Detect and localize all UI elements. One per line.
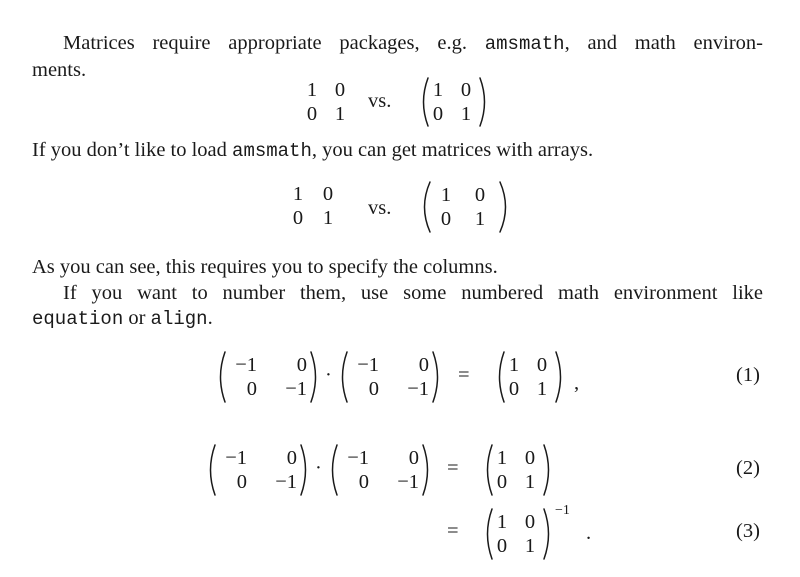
inline-code-align: align (150, 308, 208, 330)
multiplication-dot: · (325, 364, 332, 386)
identity-matrix (482, 507, 554, 561)
paragraph-4-or: or (128, 307, 146, 329)
right-parenthesis (478, 76, 490, 128)
matrix-cell: 1 (432, 79, 444, 101)
paragraph-3: As you can see, this requires you to specify the columns. (32, 256, 498, 278)
right-parenthesis (431, 350, 443, 404)
matrix-cell: 1 (524, 471, 536, 493)
matrix-cell: 1 (536, 378, 548, 400)
matrix-cell: −1 (235, 354, 257, 376)
paragraph-4-continuation (32, 304, 213, 333)
matrix-cell: 0 (408, 447, 419, 469)
period: . (586, 522, 592, 544)
equation-number-3: (3) (736, 520, 760, 542)
matrix-cell: 1 (440, 184, 452, 206)
matrix-cell: −1 (357, 354, 379, 376)
paragraph-4: If you want to number them, use some numbered math environment like (63, 282, 763, 304)
matrix-cell: 1 (524, 535, 536, 557)
matrix-cell: −1 (407, 378, 429, 400)
matrix-cell: 0 (236, 471, 247, 493)
matrix-cell: 0 (440, 208, 452, 230)
left-parenthesis (418, 180, 432, 234)
equals-sign: = (458, 364, 470, 386)
identity-matrix (482, 443, 554, 497)
matrix-cell: 1 (460, 103, 472, 125)
matrix-cell: 0 (368, 378, 379, 400)
matrix-cell: 0 (524, 511, 536, 533)
equals-sign: = (447, 520, 459, 542)
right-parenthesis (421, 443, 433, 497)
matrix-cell: 0 (536, 354, 548, 376)
paragraph-2 (32, 136, 593, 165)
equation-number-2: (2) (736, 457, 760, 479)
right-parenthesis (542, 507, 554, 561)
matrix-cell: 0 (306, 103, 318, 125)
identity-matrix (494, 350, 566, 404)
matrix-cell: 0 (496, 535, 508, 557)
matrix-cell: 1 (322, 207, 334, 229)
right-parenthesis (309, 350, 321, 404)
matrix-cell: 1 (306, 79, 318, 101)
matrix-cell: −1 (275, 471, 297, 493)
matrix-cell: 1 (292, 183, 304, 205)
multiplication-dot: · (315, 457, 322, 479)
right-parenthesis (554, 350, 566, 404)
versus-label: vs. (368, 197, 392, 219)
matrix-cell: 0 (286, 447, 297, 469)
matrix-cell: −1 (285, 378, 307, 400)
paragraph-1-continuation: ments. (32, 59, 87, 81)
right-parenthesis (498, 180, 512, 234)
matrix-cell: 1 (474, 208, 486, 230)
array-matrix-parenthesized (418, 180, 512, 234)
plain-matrix (298, 78, 358, 126)
versus-label: vs. (368, 90, 392, 112)
negative-identity-matrix (337, 350, 443, 404)
right-parenthesis (299, 443, 311, 497)
right-parenthesis (542, 443, 554, 497)
comma: , (574, 372, 580, 394)
matrix-cell: 0 (246, 378, 257, 400)
matrix-cell: −1 (225, 447, 247, 469)
matrix-cell: −1 (397, 471, 419, 493)
matrix-cell: 1 (508, 354, 520, 376)
matrix-cell: 0 (524, 447, 536, 469)
negative-identity-matrix (215, 350, 321, 404)
matrix-cell: 0 (460, 79, 472, 101)
paragraph-1-text-end: , and math environ- (564, 32, 764, 54)
inverse-superscript: −1 (555, 503, 570, 518)
matrix-cell: 0 (418, 354, 429, 376)
matrix-cell: 1 (334, 103, 346, 125)
matrix-cell: −1 (347, 447, 369, 469)
matrix-cell: 0 (496, 471, 508, 493)
inline-code-amsmath: amsmath (484, 33, 565, 55)
matrix-cell: 1 (496, 511, 508, 533)
inline-code-amsmath: amsmath (232, 140, 312, 162)
paragraph-2-text: If you don’t like to load (32, 139, 227, 161)
paragraph-1-text: Matrices require appropriate packages, e.g. (63, 32, 467, 54)
equals-sign: = (447, 457, 459, 479)
array-matrix-plain (284, 182, 344, 230)
paragraph-1 (63, 29, 763, 58)
paragraph-4-period: . (207, 307, 213, 329)
inline-code-equation: equation (32, 308, 124, 330)
matrix-cell: 0 (296, 354, 307, 376)
matrix-cell: 0 (292, 207, 304, 229)
negative-identity-matrix (205, 443, 311, 497)
parenthesized-matrix (418, 76, 490, 128)
negative-identity-matrix (327, 443, 433, 497)
matrix-cell: 0 (322, 183, 334, 205)
matrix-cell: 0 (358, 471, 369, 493)
matrix-cell: 0 (508, 378, 520, 400)
matrix-cell: 0 (432, 103, 444, 125)
matrix-cell: 0 (474, 184, 486, 206)
matrix-cell: 1 (496, 447, 508, 469)
matrix-cell: 0 (334, 79, 346, 101)
equation-number-1: (1) (736, 364, 760, 386)
paragraph-2-text-end: , you can get matrices with arrays. (311, 139, 594, 161)
